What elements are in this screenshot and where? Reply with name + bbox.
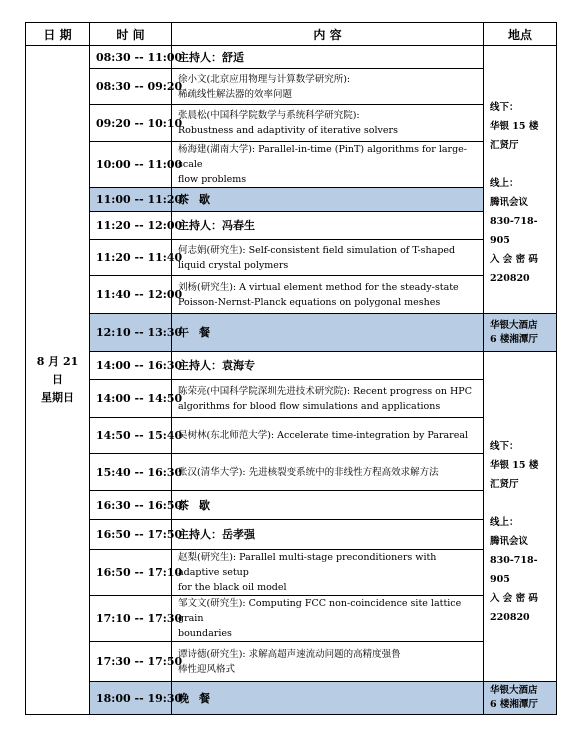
break-cell: 茶歇 [172, 491, 484, 520]
talk-cell [172, 596, 484, 642]
location-password-label: 入 会 密 码 [490, 592, 538, 604]
table-row [26, 550, 557, 596]
location-offline-room: 汇贤厅 [490, 478, 519, 490]
location-online-app: 腾讯会议 [490, 196, 529, 208]
table-row [26, 352, 557, 380]
text-line: 稀疏线性解法器的效率问题 [178, 88, 293, 100]
location-password: 220820 [490, 611, 530, 623]
time-cell: 08:30 -- 09:20 [90, 69, 172, 105]
time-cell: 18:00 -- 19:30 [90, 682, 172, 715]
talk-cell [172, 142, 484, 188]
location-morning [484, 46, 557, 314]
time-cell: 08:30 -- 11:00 [90, 46, 172, 69]
text-line: boundaries [178, 628, 232, 639]
time-cell: 14:00 -- 14:50 [90, 380, 172, 418]
text-line: for the black oil model [178, 582, 287, 593]
header-time: 时 间 [90, 23, 172, 46]
location-meeting-id: 830-718-905 [490, 554, 538, 585]
host-cell: 主持人：舒适 [172, 46, 484, 69]
text-line: Poisson-Nernst-Planck equations on polygonal meshes [178, 296, 441, 308]
table-row [26, 212, 557, 240]
location-offline-label: 线下： [490, 101, 519, 113]
date-day: 8 月 21 日 [36, 355, 79, 386]
table-row [26, 276, 557, 314]
header-location: 地点 [484, 23, 557, 46]
time-cell: 10:00 -- 11:00 [90, 142, 172, 188]
table-row [26, 188, 557, 212]
header-content: 内 容 [172, 23, 484, 46]
time-cell: 16:30 -- 16:50 [90, 491, 172, 520]
talk-cell [172, 105, 484, 142]
text-line: 谭诗德(研究生): 求解高超声速流动问题的高精度强鲁 [178, 648, 401, 660]
time-cell: 12:10 -- 13:30 [90, 314, 172, 352]
text-line: algorithms for blood flow simulations and applications [178, 400, 441, 412]
talk-cell [172, 69, 484, 105]
table-row [26, 596, 557, 642]
table-row [26, 454, 557, 491]
time-cell: 15:40 -- 16:30 [90, 454, 172, 491]
date-cell [26, 46, 90, 715]
location-meeting-id: 830-718-905 [490, 215, 538, 246]
table-row [26, 105, 557, 142]
text-line: 6 楼湘潭厅 [490, 333, 538, 345]
host-cell: 主持人：袁海专 [172, 352, 484, 380]
table-row [26, 46, 557, 69]
location-offline-venue: 华银 15 楼 [490, 459, 539, 471]
time-cell: 11:20 -- 11:40 [90, 240, 172, 276]
table-row [26, 491, 557, 520]
text-line: 何志娟(研究生): Self-consistent field simulation of T-shaped [178, 244, 456, 256]
location-password-label: 入 会 密 码 [490, 253, 538, 265]
header-row [26, 23, 557, 46]
text-line: 杨海建(湖南大学): Parallel-in-time (PinT) algorithms for large-scale [178, 144, 467, 170]
table-row [26, 240, 557, 276]
time-cell: 16:50 -- 17:50 [90, 520, 172, 550]
talk-cell: 张汉(清华大学): 先进核裂变系统中的非线性方程高效求解方法 [172, 454, 484, 491]
text-line: 陈荣亮(中国科学院深圳先进技术研究院): Recent progress on HPC [178, 385, 472, 397]
text-line: liquid crystal polymers [178, 259, 289, 271]
header-date: 日 期 [26, 23, 90, 46]
talk-cell: 吴树林(东北师范大学): Accelerate time-integration by Parareal [172, 418, 484, 454]
time-cell: 14:50 -- 15:40 [90, 418, 172, 454]
break-cell: 茶歇 [172, 188, 484, 212]
time-cell: 17:30 -- 17:50 [90, 642, 172, 682]
talk-cell [172, 550, 484, 596]
location-password: 220820 [490, 272, 530, 284]
text-line: flow problems [178, 174, 247, 185]
text-line: 棒性迎风格式 [178, 663, 236, 675]
schedule-table [25, 22, 557, 715]
time-cell: 11:40 -- 12:00 [90, 276, 172, 314]
break-cell: 午餐 [172, 314, 484, 352]
location-offline-room: 汇贤厅 [490, 139, 519, 151]
host-cell: 主持人：岳孝强 [172, 520, 484, 550]
table-row [26, 682, 557, 715]
talk-cell [172, 380, 484, 418]
location-offline-label: 线下： [490, 440, 519, 452]
time-cell: 11:00 -- 11:20 [90, 188, 172, 212]
location-dinner [484, 682, 557, 715]
text-line: 6 楼湘潭厅 [490, 699, 538, 710]
table-row [26, 380, 557, 418]
host-cell: 主持人：冯春生 [172, 212, 484, 240]
text-line: 华银大酒店 [490, 685, 538, 696]
time-cell: 16:50 -- 17:10 [90, 550, 172, 596]
location-lunch [484, 314, 557, 352]
location-offline-venue: 华银 15 楼 [490, 120, 539, 132]
table-row [26, 520, 557, 550]
talk-cell [172, 642, 484, 682]
table-row [26, 314, 557, 352]
time-cell: 14:00 -- 16:30 [90, 352, 172, 380]
text-line: Robustness and adaptivity of iterative solvers [178, 125, 398, 136]
location-afternoon [484, 352, 557, 682]
table-row [26, 69, 557, 105]
table-row [26, 142, 557, 188]
text-line: 赵梨(研究生): Parallel multi-stage preconditioners with adaptive setup [178, 552, 437, 578]
location-online-label: 线上： [490, 177, 519, 189]
talk-cell [172, 276, 484, 314]
table-row [26, 642, 557, 682]
time-cell: 09:20 -- 10:10 [90, 105, 172, 142]
text-line: 徐小文(北京应用物理与计算数学研究所): [178, 73, 351, 85]
table-row [26, 418, 557, 454]
text-line: 华银大酒店 [490, 319, 538, 331]
time-cell: 17:10 -- 17:30 [90, 596, 172, 642]
talk-cell [172, 240, 484, 276]
text-line: 邹文文(研究生): Computing FCC non-coincidence site lattice grain [178, 598, 462, 624]
time-cell: 11:20 -- 12:00 [90, 212, 172, 240]
date-weekday: 星期日 [41, 391, 74, 404]
break-cell: 晚餐 [172, 682, 484, 715]
location-online-label: 线上： [490, 516, 519, 528]
text-line: 张晨松(中国科学院数学与系统科学研究院): [178, 110, 360, 121]
location-online-app: 腾讯会议 [490, 535, 529, 547]
text-line: 刘杨(研究生): A virtual element method for the steady-state [178, 281, 459, 293]
